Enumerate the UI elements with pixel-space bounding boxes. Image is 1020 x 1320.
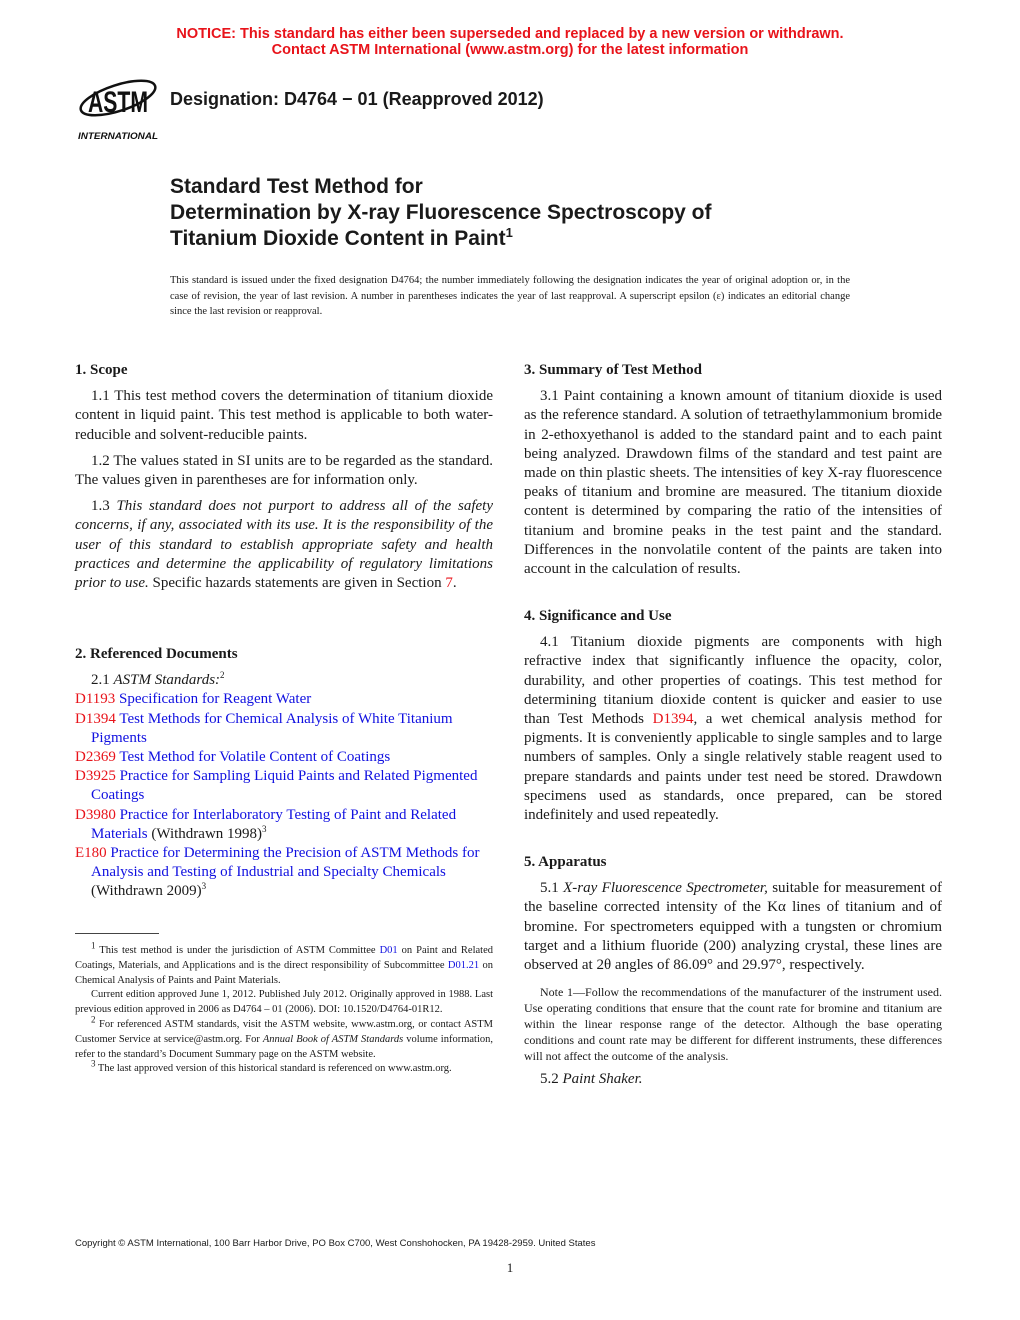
paragraph <box>524 387 942 579</box>
notice-line-1: NOTICE: This standard has either been superseded and replaced by a new version or withdrawn. <box>176 26 844 42</box>
reference-link[interactable]: D1394 <box>75 710 116 727</box>
text: 5.1 <box>540 880 564 897</box>
section-heading: 2. Referenced Documents <box>75 646 238 662</box>
footnote-divider <box>75 933 159 934</box>
reference-link[interactable]: D1193 <box>75 691 116 708</box>
paragraph <box>75 844 493 902</box>
footnotes <box>75 940 493 1077</box>
paragraph <box>75 1014 493 1062</box>
page-number: 1 <box>506 1260 514 1275</box>
reference-link[interactable]: D2369 <box>75 749 116 766</box>
reference-link[interactable]: D01.21 <box>447 959 480 971</box>
designation: Designation: D4764 − 01 (Reapproved 2012) <box>170 89 544 109</box>
text: 5.2 <box>540 1071 563 1088</box>
section-2-referenced-documents <box>75 645 493 902</box>
title-footnote-ref[interactable]: 1 <box>505 225 513 240</box>
paragraph <box>524 1070 942 1089</box>
footnote-ref-link[interactable]: 3 <box>91 1058 96 1069</box>
text: Current edition approved June 1, 2012. Published July 2012. Originally approved in 1988. Last previous edition approved in 2006 as D4764 – 01 (2006). DOI: 10.1520/D4764-01R12. <box>75 989 493 1016</box>
reference-link[interactable]: Practice for Sampling Liquid Paints and Related Pigmented Coatings <box>91 768 478 804</box>
text: For referenced ASTM standards, visit the ASTM website, www.astm.org, or contact ASTM Customer Service at service@astm.org. For <box>75 1018 493 1045</box>
text: 1.3 <box>91 498 117 515</box>
paragraph <box>75 940 493 988</box>
notice-line-2: Contact ASTM International (www.astm.org) for the latest information <box>271 42 749 58</box>
paragraph-group <box>524 1070 942 1089</box>
italic-text: Paint Shaker. <box>562 1071 643 1088</box>
text: volume information, refer to the standard’s Document Summary page on the ASTM website. <box>75 1033 493 1060</box>
paragraph-group <box>524 633 942 825</box>
paragraph-group <box>75 690 493 901</box>
text: 2.1 <box>91 672 114 689</box>
section-4-significance <box>524 607 942 825</box>
reference-link[interactable]: Test Method for Volatile Content of Coatings <box>115 749 391 766</box>
supersede-notice <box>0 26 1020 58</box>
preamble: This standard is issued under the fixed designation D4764; the number immediately following the designation indicates the year of original adoption or, in the case of revision, the year of last revision. A number in parentheses indicates the year of last reapproval. A superscript epsilon (ε) indicates an editorial change since the last revision or reapproval. <box>170 275 850 317</box>
paragraph <box>75 671 493 690</box>
copyright: Copyright © ASTM International, 100 Barr Harbor Drive, PO Box C700, West Conshohocken, PA 19428-2959. United States <box>75 1238 596 1249</box>
section-heading: 1. Scope <box>75 362 128 378</box>
paragraph <box>75 710 493 748</box>
paragraph <box>75 748 493 767</box>
note-1 <box>524 984 942 1064</box>
document-title <box>170 174 712 252</box>
text: . <box>452 575 457 592</box>
section-3-summary <box>524 361 942 579</box>
paragraph <box>524 879 942 975</box>
svg-text:INTERNATIONAL: INTERNATIONAL <box>78 131 159 142</box>
text: 4.1 Titanium dioxide pigments are components with high refractive index that significantly influence the opacity, color, durability, and other properties of coatings. This test method for determining titanium dioxide content is quicker and easier to use than Test Methods <box>524 634 942 728</box>
section-heading: 5. Apparatus <box>524 854 607 870</box>
paragraph <box>524 984 942 1064</box>
reference-link[interactable]: D01 <box>379 945 398 956</box>
reference-link[interactable]: 7 <box>445 575 453 592</box>
text: (Withdrawn 1998) <box>147 825 263 842</box>
footnote-ref-link[interactable]: 2 <box>91 1014 96 1025</box>
italic-text: This standard does not purport to address all of the safety concerns, if any, associated with its use. It is the responsibility of the user of this standard to establish appropriate safety and health practices and determine the applicability of regulatory limitations prior to use. <box>75 498 494 592</box>
section-heading: 3. Summary of Test Method <box>524 362 702 378</box>
text: The last approved version of this historical standard is referenced on www.astm.org. <box>95 1063 452 1075</box>
paragraph <box>75 988 493 1018</box>
text: suitable for measurement of the baseline corrected intensity of the Kα lines of titanium and of bromine. For spectrometers equipped with a tungsten or chromium target and a lithium fluoride (200) analyzing crystal, these lines are observed at 2θ angles of 86.09° and 29.97°, respectively. <box>524 880 942 974</box>
paragraph <box>75 497 493 593</box>
text: on Paint and Related Coatings, Materials, and Applications and is the direct responsibility of Subcommittee <box>75 945 493 971</box>
paragraph <box>75 1058 493 1077</box>
paragraph <box>75 387 493 445</box>
text: , a wet chemical analysis method for pigments. It is conveniently applicable to single samples and to large numbers of samples. Only a single relatively stable reagent used to prepare standards and paints under test need be stored. Drawdown specimens used as standards, once prepared, can be stored indefinitely and used repeatedly. <box>524 711 942 824</box>
paragraph-group <box>524 879 942 975</box>
footnote-ref-link[interactable]: 1 <box>91 940 96 951</box>
footnote-ref-link[interactable]: 3 <box>201 881 207 892</box>
section-heading: 4. Significance and Use <box>524 608 672 624</box>
reference-link[interactable]: Test Methods for Chemical Analysis of White Titanium Pigments <box>91 710 453 746</box>
title-line-3: Titanium Dioxide Content in Paint <box>170 227 506 250</box>
italic-text: Annual Book of ASTM Standards <box>262 1033 404 1045</box>
italic-text: ASTM Standards: <box>113 672 221 689</box>
reference-link[interactable]: E180 <box>75 845 107 862</box>
paragraph <box>524 633 942 825</box>
astm-logo <box>76 66 160 142</box>
text: Note 1—Follow the recommendations of the manufacturer of the instrument used. Use operating conditions that ensure that the count rate for bromine and titanium are within the linear response range of the detector. Although the base operating conditions and count rate may be different for different instruments, these differences will not affect the outcome of the analysis. <box>524 985 942 1064</box>
svg-text:ASTM: ASTM <box>88 86 148 119</box>
section-5-apparatus <box>524 853 942 1089</box>
paragraph-group <box>75 671 493 690</box>
reference-link[interactable]: Practice for Determining the Precision of ASTM Methods for Analysis and Testing of Industrial and Specialty Chemicals <box>91 845 480 881</box>
reference-link[interactable]: Practice for Interlaboratory Testing of Paint and Related Materials <box>91 806 457 842</box>
text: on Chemical Analysis of Paints and Paint Materials. <box>75 959 493 986</box>
paragraph <box>75 767 493 805</box>
reference-link[interactable]: Specification for Reagent Water <box>115 691 312 708</box>
paragraph <box>75 690 493 709</box>
title-line-2: Determination by X-ray Fluorescence Spectroscopy of <box>170 201 712 224</box>
paragraph <box>75 452 493 490</box>
text: 1.1 This test method covers the determination of titanium dioxide content in liquid paint. This test method is applicable to both water-reducible and solvent-reducible paints. <box>75 388 493 443</box>
footnote-ref-link[interactable]: 2 <box>220 670 225 681</box>
text: This test method is under the jurisdiction of ASTM Committee <box>95 945 380 956</box>
paragraph-group <box>524 387 942 579</box>
text: (Withdrawn 2009) <box>91 883 202 900</box>
paragraph-group <box>75 387 493 593</box>
footnote-ref-link[interactable]: 3 <box>262 823 267 834</box>
section-1-scope <box>75 361 493 593</box>
text: 1.2 The values stated in SI units are to be regarded as the standard. The values given in parentheses are for information only. <box>75 452 493 489</box>
reference-link[interactable]: D3925 <box>75 768 116 785</box>
paragraph <box>75 806 493 844</box>
reference-link[interactable]: D3980 <box>75 806 116 823</box>
text: 3.1 Paint containing a known amount of titanium dioxide is used as the reference standard. A solution of tetraethylammonium bromide in 2-ethoxyethanol is added to the standard paint and to each paint being analyzed. Drawdown films of the standard and test paint are made on thin plastic sheets. The intensities of key X-ray fluorescence peaks of titanium and bromine are measured. The titanium dioxide content is determined by comparing the ratio of the intensities of titanium and bromine peaks in the test paint and the standard. Differences in the nonvolatile content of the paints are taken into account in the calculation of results. <box>524 388 942 578</box>
title-line-1: Standard Test Method for <box>170 175 423 198</box>
text: Specific hazards statements are given in Section <box>148 575 446 592</box>
italic-text: X-ray Fluorescence Spectrometer, <box>563 880 768 897</box>
reference-link[interactable]: D1394 <box>652 711 694 728</box>
